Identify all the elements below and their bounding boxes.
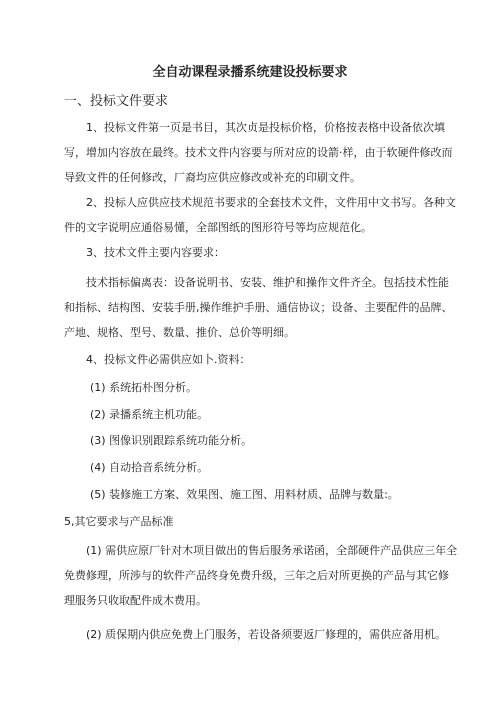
paragraph-5-2: (2) 质保期内供应免费上门服务，若设备须要返厂修理的，需供应备用机。 [86,628,447,641]
list-item-1: (1) 系统拓朴图分析。 [90,381,198,394]
document-title: 全自动课程录播系统建设投标要求 [152,65,348,80]
list-item-3: (3) 图像识别跟踪系统功能分析。 [90,434,253,447]
paragraph-3: 3、技术文件主要内容要求： [86,246,225,259]
paragraph-3-detail: 技术指标偏离表：设备说明书、安装、维护和操作文件齐全。包括技术性能和指标、结构图、安装手册,操作维护手册、通信协议；设备、主要配件的品牌、产地、规格、型号、数量、推价、总价等明细。 [64,276,453,339]
paragraph-1: 1、投标文件第一页是书目，其次贞是投标价格，价格按表格中设备依次填写，增加内容放在最终。技术文件内容要与所对应的设箭·样，由于软硬件修改而导致文件的任何修改，厂裔均应供应修改或补充的印刷文件。 [64,121,453,184]
list-item-4: (4) 自动拾音系统分析。 [90,461,209,474]
paragraph-4: 4、投标文件必需供应如卜.资料： [86,353,251,366]
paragraph-2: 2、投标人应供应技术规范书要求的全套技术文件，文件用中文书写。各种文件的文字说明应通俗易懂，全部图纸的图形符号等均应规范化。 [64,196,456,234]
section-heading-5: 5,其它要求与产品标准 [64,515,174,528]
paragraph-5-1: (1) 需供应原厂针对木项目做出的售后服务承诺函，全部硬件产品供应三年全免费修理，所涉与的软件产品终身免费升级，三年之后对所更换的产品与其它修理服务只收取配件成木费用。 [64,544,458,607]
list-item-5: (5) 装修施工方案、效果图、施工图、用料材质、品牌与数量:。 [90,488,399,501]
section-heading-1: 一、投标文件要求 [64,94,169,109]
list-item-2: (2) 录播系统主机功能。 [90,408,209,421]
